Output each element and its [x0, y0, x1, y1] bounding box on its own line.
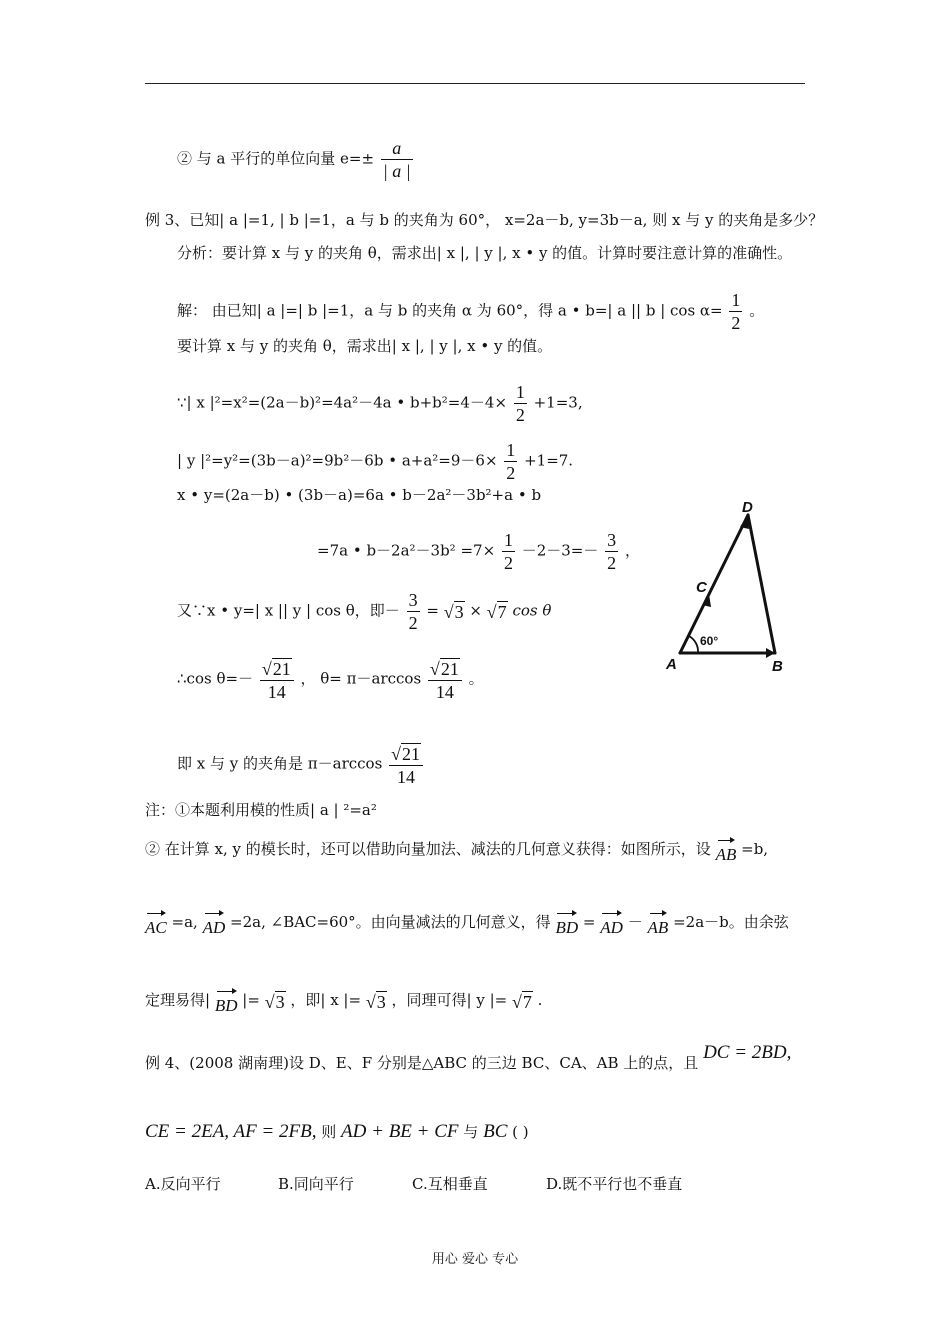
note-1: 注：①本题利用模的性质| a | ²=a² [145, 801, 377, 819]
label-D: D [742, 499, 753, 516]
sqrt-3: √3 [443, 602, 464, 622]
dot-product-line: x • y=(2a－b) • (3b－a)=6a • b－2a²－3b²+a • b [177, 486, 542, 504]
dot-product-result-line: =7a • b－2a²－3b² =7× $\frac{1}{2}$ －2－3=－ $\frac{3}{2}$ ， [317, 530, 640, 573]
triangle-figure [660, 495, 800, 680]
vector-AC: AC [145, 908, 167, 938]
vector-BD: BD [555, 908, 578, 938]
cos-theta-line: ∴cos θ=－ $\frac{√21}{14}$ ， θ= π－arccos $\frac{√21}{14}$ 。 [177, 656, 484, 703]
note-2: ② 在计算 x, y 的模长时，还可以借助向量加法、减法的几何意义获得：如图所示，设 AB =b, [145, 835, 768, 865]
example4-conditions: CE = 2EA, AF = 2FB, 则 AD + BE + CF 与 BC ( ) [145, 1121, 529, 1142]
option-c: C.互相垂直 [412, 1175, 488, 1193]
example4-title: 例 4、(2008 湖南理)设 D、E、F 分别是△ABC 的三边 BC、CA、AB 上的点，且 DC = 2BD, [145, 1042, 792, 1072]
option-b: B.同向平行 [278, 1175, 354, 1193]
header-rule [145, 83, 805, 84]
vector-AD: AD [203, 908, 226, 938]
half-fraction: $\frac{1}{2}$ [731, 290, 741, 333]
x-modulus-line: ∵| x |²=x²=(2a－b)²=4a²－4a • b+b²=4－4× $\frac{1}{2}$ +1=3, [177, 382, 583, 425]
example3-title: 例 3、已知| a |=1, | b |=1，a 与 b 的夹角为 60°， x=2a－b, y=3b－a, 则 x 与 y 的夹角是多少？ [145, 211, 824, 229]
vector-AD: AD [600, 908, 623, 938]
vector-AB: AB [716, 835, 737, 865]
example3-analysis: 分析：要计算 x 与 y 的夹角 θ，需求出| x |, | y |, x • y 的值。计算时要注意计算的准确性。 [177, 244, 793, 262]
note-2-end: 定理易得| BD |= √3 ，即| x |= √3 ，同理可得| y |= √7 . [145, 986, 542, 1016]
page-footer: 用心 爱心 专心 [431, 1252, 519, 1267]
unit-vector-line [177, 137, 415, 182]
answer-line: 即 x 与 y 的夹角是 π－arccos $\frac{√21}{14}$ [177, 741, 425, 788]
sqrt-7: √7 [486, 602, 507, 622]
vector-AB: AB [648, 908, 669, 938]
label-C: C [696, 579, 707, 596]
option-a: A.反向平行 [145, 1175, 221, 1193]
y-modulus-line: | y |²=y²=(3b－a)²=9b²－6b • a+a²=9－6× $\frac{1}{2}$ +1=7. [177, 440, 574, 483]
label-A: A [666, 656, 677, 673]
option-d: D.既不平行也不垂直 [546, 1175, 683, 1193]
condition-2: CE = 2EA, AF = 2FB, [145, 1121, 317, 1142]
unit-vector-fraction: $\frac{a}{| a |}$ [382, 138, 411, 181]
need-line: 要计算 x 与 y 的夹角 θ，需求出| x |, | y |, x • y 的值。 [177, 337, 553, 355]
unit-vector-text: ② 与 a 平行的单位向量 e=± [177, 149, 375, 168]
side-AD [680, 515, 748, 653]
solution-line: 解： 由已知| a |=| b |=1，a 与 b 的夹角 α 为 60°，得 a • b=| a || b | cos α= $\frac{1}{2}$ 。 [177, 290, 765, 333]
angle-arc [689, 636, 698, 653]
label-angle: 60° [700, 634, 719, 648]
note-2-cont: AC =a, AD =2a, ∠BAC=60°。由向量减法的几何意义，得 BD = AD － AB =2a－b。由余弦 [145, 908, 789, 938]
condition-1: DC = 2BD, [703, 1042, 792, 1063]
cos-relation-line: 又∵x • y=| x || y | cos θ，即－ $\frac{3}{2}$ = √3 × √7 cos θ [177, 590, 552, 633]
side-DB [748, 515, 775, 653]
vector-sum: AD + BE + CF [341, 1121, 459, 1142]
vector-BD: BD [215, 986, 238, 1016]
arrow-D [740, 515, 749, 529]
label-B: B [772, 658, 783, 675]
